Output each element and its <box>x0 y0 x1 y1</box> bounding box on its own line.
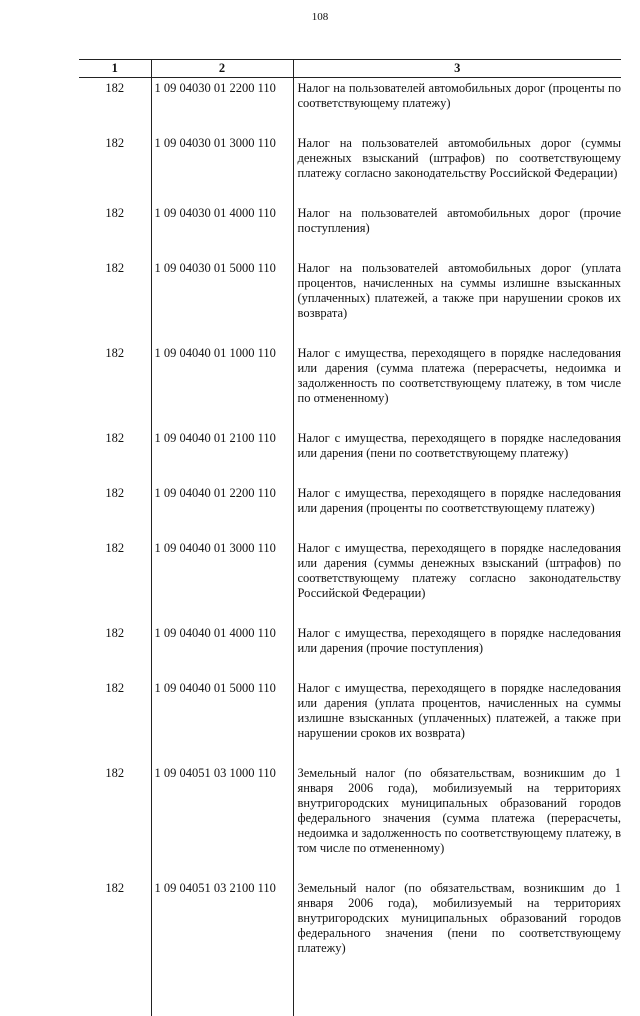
budget-code-cell: 1 09 04040 01 5000 110 <box>151 678 293 741</box>
table-row <box>79 78 621 112</box>
classification-table <box>79 59 621 1016</box>
budget-code-cell: 1 09 04030 01 2200 110 <box>151 78 293 112</box>
table-row <box>79 763 621 856</box>
budget-code-cell: 1 09 04040 01 1000 110 <box>151 343 293 406</box>
budget-code-cell: 1 09 04040 01 2100 110 <box>151 428 293 461</box>
budget-code-cell: 1 09 04030 01 5000 110 <box>151 258 293 321</box>
income-name-cell: Налог на пользователей автомобильных дорог (суммы денежных взысканий (штрафов) по соответствующему платежу согласно законодательству Российской Федерации) <box>293 133 621 181</box>
table-header-row <box>79 60 621 78</box>
budget-code-cell: 1 09 04051 03 1000 110 <box>151 763 293 856</box>
admin-code-cell: 182 <box>105 541 125 555</box>
table-row <box>79 483 621 516</box>
income-name-cell: Земельный налог (по обязательствам, возникшим до 1 января 2006 года), мобилизуемый на территориях внутригородских муниципальных образований городов федерального значения (сумма платежа (перерасчеты, недоимка и задолженность по соответствующему платежу, в том числе по отмененному) <box>293 763 621 856</box>
admin-code-cell: 182 <box>105 681 125 695</box>
table-row <box>79 678 621 741</box>
income-name-cell: Налог на пользователей автомобильных дорог (проценты по соответствующему платежу) <box>293 78 621 112</box>
budget-code-cell: 1 09 04040 01 4000 110 <box>151 623 293 656</box>
header-col-3: 3 <box>293 60 621 78</box>
admin-code-cell: 182 <box>105 346 125 360</box>
income-name-cell: Налог с имущества, переходящего в порядке наследования или дарения (пени по соответствующему платежу) <box>293 428 621 461</box>
table-row <box>79 133 621 181</box>
income-name-cell: Налог с имущества, переходящего в порядке наследования или дарения (сумма платежа (перерасчеты, недоимка и задолженность по соответствующему платежу, в том числе по отмененному) <box>293 343 621 406</box>
table-row <box>79 428 621 461</box>
budget-code-cell: 1 09 04030 01 3000 110 <box>151 133 293 181</box>
admin-code-cell: 182 <box>105 766 125 780</box>
admin-code-cell: 182 <box>105 261 125 275</box>
income-name-cell: Налог с имущества, переходящего в порядке наследования или дарения (суммы денежных взысканий (штрафов) по соответствующему платежу согласно законодательству Российской Федерации) <box>293 538 621 601</box>
header-col-1: 1 <box>79 60 151 78</box>
table-row <box>79 343 621 406</box>
admin-code-cell: 182 <box>105 486 125 500</box>
income-name-cell: Земельный налог (по обязательствам, возникшим до 1 января 2006 года), мобилизуемый на территориях внутригородских муниципальных образований городов федерального значения (пени по соответствующему платежу) <box>293 878 621 956</box>
table-row <box>79 623 621 656</box>
admin-code-cell: 182 <box>105 136 125 150</box>
admin-code-cell: 182 <box>105 881 125 895</box>
table-row <box>79 258 621 321</box>
income-name-cell: Налог на пользователей автомобильных дорог (уплата процентов, начисленных на суммы излишне взысканных (уплаченных) платежей, а также при нарушении сроков их возврата) <box>293 258 621 321</box>
income-name-cell: Налог на пользователей автомобильных дорог (прочие поступления) <box>293 203 621 236</box>
admin-code-cell: 182 <box>105 81 125 95</box>
header-col-2: 2 <box>151 60 293 78</box>
income-name-cell: Налог с имущества, переходящего в порядке наследования или дарения (прочие поступления) <box>293 623 621 656</box>
budget-code-cell: 1 09 04051 03 2100 110 <box>151 878 293 956</box>
admin-code-cell: 182 <box>105 206 125 220</box>
table-row <box>79 538 621 601</box>
budget-code-cell: 1 09 04040 01 3000 110 <box>151 538 293 601</box>
table-row <box>79 203 621 236</box>
budget-code-cell: 1 09 04030 01 4000 110 <box>151 203 293 236</box>
admin-code-cell: 182 <box>105 431 125 445</box>
income-name-cell: Налог с имущества, переходящего в порядке наследования или дарения (проценты по соответствующему платежу) <box>293 483 621 516</box>
table-row <box>79 878 621 956</box>
admin-code-cell: 182 <box>105 626 125 640</box>
budget-code-cell: 1 09 04040 01 2200 110 <box>151 483 293 516</box>
income-name-cell: Налог с имущества, переходящего в порядке наследования или дарения (уплата процентов, начисленных на суммы излишне взысканных (уплаченных) платежей, а также при нарушении сроков их возврата) <box>293 678 621 741</box>
page-number: 108 <box>311 11 329 23</box>
